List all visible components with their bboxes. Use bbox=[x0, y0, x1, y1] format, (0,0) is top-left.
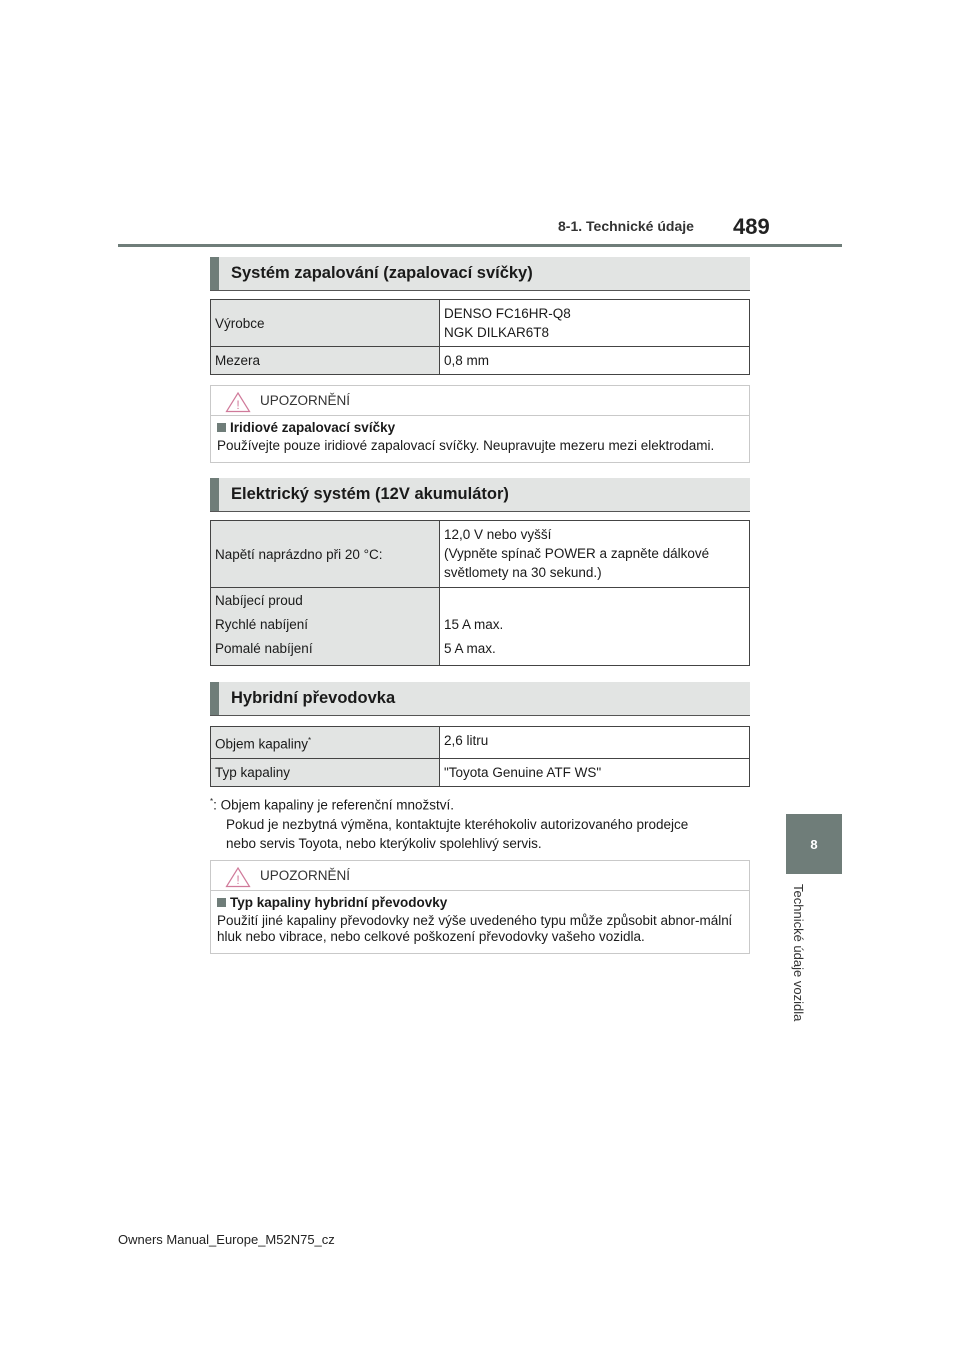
spec-value-line bbox=[444, 589, 745, 613]
electrical-title: Elektrický systém (12V akumulátor) bbox=[231, 485, 509, 503]
spec-value-line: 15 A max. bbox=[444, 617, 504, 632]
caution-body: Používejte pouze iridiové zapalovací svíčky. Neupravujte mezeru mezi elektrodami. bbox=[217, 438, 715, 453]
electrical-section-heading bbox=[210, 478, 750, 512]
spec-label-text: Typ kapaliny bbox=[215, 765, 291, 780]
spec-value: 0,8 mm bbox=[440, 347, 750, 375]
table-row bbox=[211, 347, 750, 375]
caution-subtitle bbox=[211, 891, 749, 910]
transmission-section-heading bbox=[210, 682, 750, 716]
section-title: 8-1. Technické údaje bbox=[558, 218, 694, 234]
spec-label bbox=[211, 727, 440, 759]
spec-value: 2,6 litru bbox=[440, 727, 750, 759]
section-rule bbox=[210, 290, 750, 291]
page-number: 489 bbox=[733, 214, 770, 239]
spec-value bbox=[440, 521, 750, 588]
caution-box bbox=[210, 385, 750, 463]
spec-value-line: 12,0 V nebo vyšší bbox=[444, 527, 552, 542]
spec-value bbox=[440, 300, 750, 347]
spec-value-line: DENSO FC16HR-Q8 bbox=[444, 306, 571, 321]
footer-text: Owners Manual_Europe_M52N75_cz bbox=[118, 1232, 335, 1247]
footnote-line bbox=[210, 792, 750, 815]
spec-label-line: Nabíjecí proud bbox=[215, 593, 303, 608]
section-rule bbox=[210, 715, 750, 716]
caution-body: Použití jiné kapaliny převodovky než výše uvedeného typu může způsobit abnor-málnί hluk nebo vibrace, nebo celkové poškození převodovky vašeho vozidla. bbox=[217, 913, 732, 944]
warning-triangle-icon bbox=[225, 866, 251, 888]
footnote-marker: * bbox=[210, 797, 214, 806]
caution-header bbox=[211, 386, 749, 416]
square-bullet-icon bbox=[217, 423, 226, 432]
caution-subtitle-text: Iridiové zapalovací svíčky bbox=[230, 420, 396, 435]
caution-subtitle bbox=[211, 416, 749, 435]
spec-label: Napětí naprázdno při 20 °C: bbox=[211, 521, 440, 588]
table-row bbox=[211, 759, 750, 787]
spec-label-text: Objem kapaliny bbox=[215, 736, 309, 752]
table-row bbox=[211, 727, 750, 759]
chapter-number: 8 bbox=[810, 836, 818, 852]
ignition-spec-table bbox=[210, 299, 750, 375]
transmission-spec-table bbox=[210, 726, 750, 787]
chapter-label-container bbox=[786, 884, 808, 1054]
spec-value-line: světlomety na 30 sekund.) bbox=[444, 565, 602, 580]
spec-label: Výrobce bbox=[211, 300, 440, 347]
ignition-section-heading bbox=[210, 257, 750, 291]
spec-label-line: Rychlé nabíjení bbox=[215, 617, 309, 632]
caution-box bbox=[210, 860, 750, 954]
footnote-marker: * bbox=[308, 736, 312, 746]
header-divider bbox=[118, 244, 842, 247]
footnote-line: nebo servis Toyota, nebo kterýkoliv spolehlivý servis. bbox=[226, 835, 542, 851]
transmission-title: Hybridní převodovka bbox=[231, 689, 396, 707]
footnote-text: : Objem kapaliny je referenční množství. bbox=[213, 797, 454, 813]
spec-label-line: Pomalé nabíjení bbox=[215, 641, 313, 656]
caution-subtitle-text: Typ kapaliny hybridní převodovky bbox=[230, 895, 448, 910]
spec-value: "Toyota Genuine ATF WS" bbox=[440, 759, 750, 787]
spec-value-line: 5 A max. bbox=[444, 641, 496, 656]
table-row bbox=[211, 588, 750, 666]
spec-label bbox=[211, 588, 440, 666]
footnote-line: Pokud je nezbytná výměna, kontaktujte kteréhokoliv autorizovaného prodejce bbox=[226, 816, 689, 832]
footnote bbox=[210, 792, 750, 853]
caution-title: UPOZORNĚNÍ bbox=[260, 393, 351, 408]
warning-triangle-icon bbox=[225, 391, 251, 413]
square-bullet-icon bbox=[217, 898, 226, 907]
electrical-spec-table bbox=[210, 520, 750, 666]
table-row bbox=[211, 521, 750, 588]
svg-text:!: ! bbox=[236, 398, 240, 412]
section-rule bbox=[210, 511, 750, 512]
spec-label: Mezera bbox=[211, 347, 440, 375]
spec-value-line: (Vypněte spínač POWER a zapněte dálkové bbox=[444, 546, 710, 561]
ignition-title: Systém zapalování (zapalovací svíčky) bbox=[231, 264, 533, 282]
table-row bbox=[211, 300, 750, 347]
spec-label bbox=[211, 759, 440, 787]
caution-header bbox=[211, 861, 749, 891]
chapter-label: Technické údaje vozidla bbox=[791, 884, 806, 1022]
spec-value-line: NGK DILKAR6T8 bbox=[444, 325, 550, 340]
caution-title: UPOZORNĚNÍ bbox=[260, 868, 351, 883]
svg-text:!: ! bbox=[236, 873, 240, 887]
chapter-tab[interactable] bbox=[786, 814, 842, 874]
spec-value bbox=[440, 588, 750, 666]
